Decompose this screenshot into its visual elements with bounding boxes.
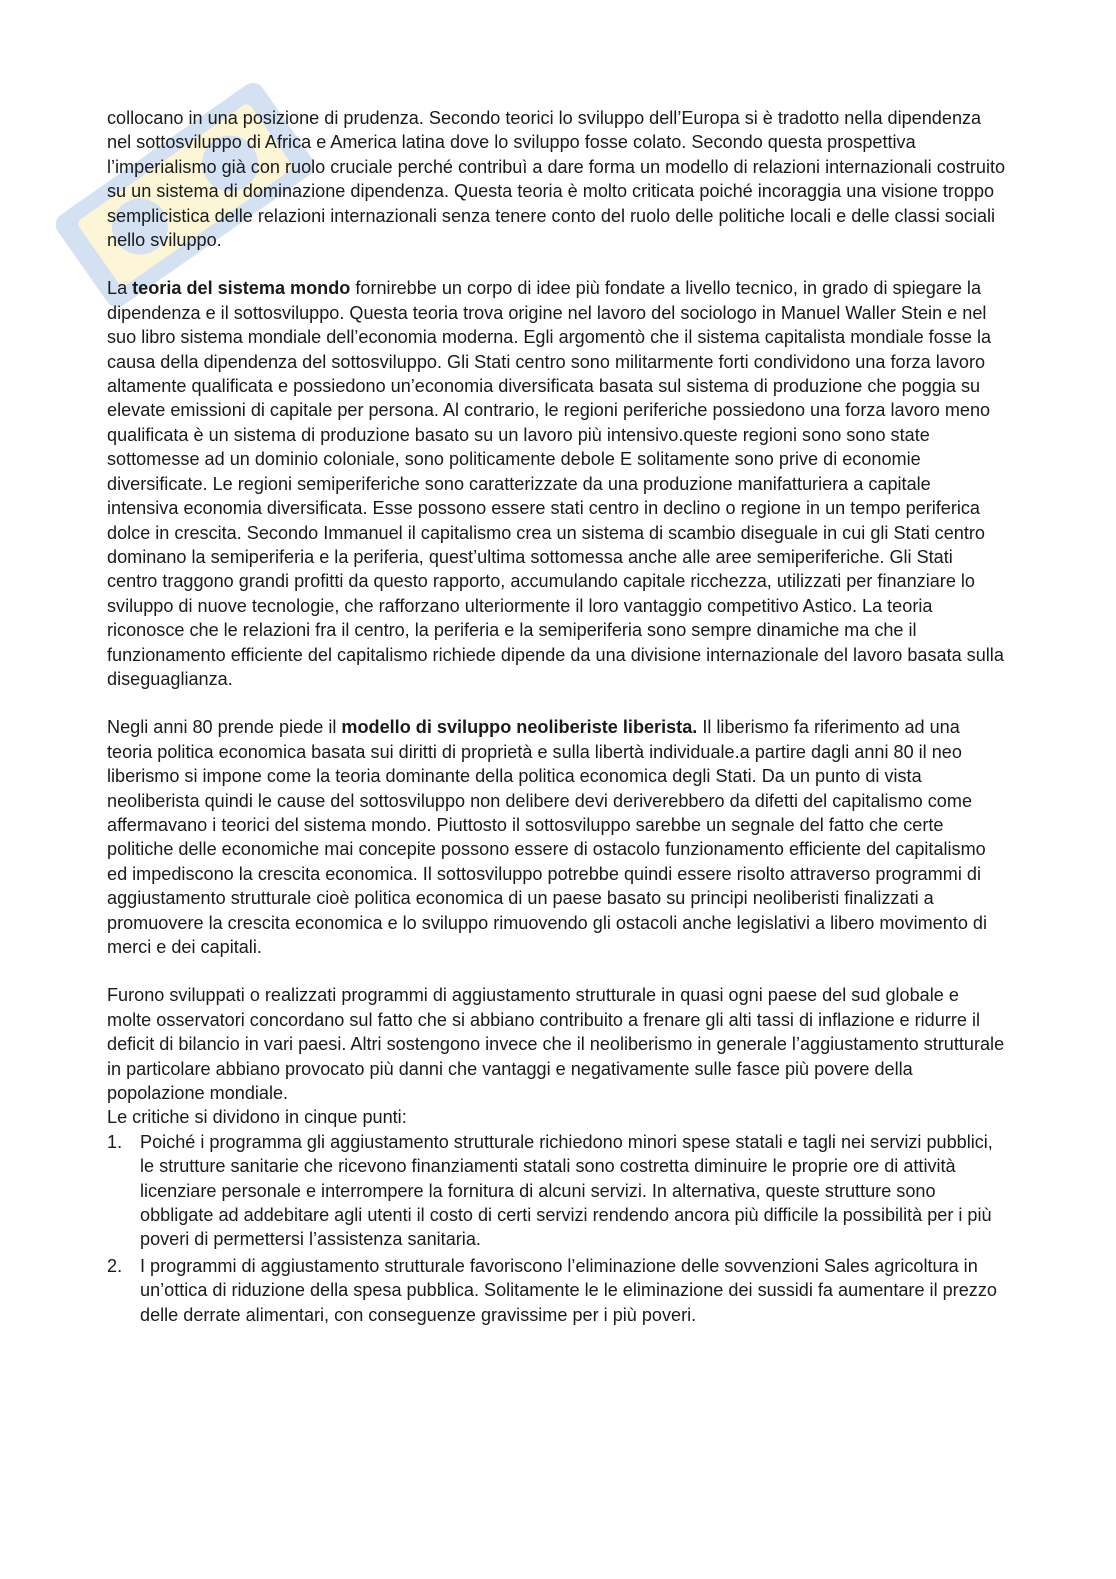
paragraph-sistema-mondo [107,276,1007,691]
paragraph-dipendenza: collocano in una posizione di prudenza. Secondo teorici lo sviluppo dell’Europa si è tradotto nella dipendenza nel sottosviluppo di Africa e America latina dove lo sviluppo fosse colato. Secondo questa prospettiva l’imperialismo già con ruolo cruciale perché contribuì a dare forma un modello di relazioni internazionali costruito su un sistema di dominazione dipendenza. Questa teoria è molto criticata poiché incoraggia una visione troppo semplicistica delle relazioni internazionali senza tenere conto del ruolo delle politiche locali e delle classi sociali nello sviluppo. [107,108,1006,251]
list-item-number: 1. [107,1131,123,1152]
heading-teoria-sistema-mondo: teoria del sistema mondo [132,278,351,299]
paragraph-aggiustamento: Furono sviluppati o realizzati programmi di aggiustamento strutturale in quasi ogni paese del sud globale e molte osservatori concordano sul fatto che si abbiano contribuito a frenare gli alti tassi di inflazione e ridurre il deficit di bilancio in vari paesi. Altri sostengono invece che il neoliberismo in generale l’aggiustamento strutturale in particolare abbiano provocato più danni che vantaggi e negativamente sulle fasce più povere della popolazione mondiale. [107,985,1005,1104]
paragraph-sistema-mondo-text: fornirebbe un corpo di idee più fondate a livello tecnico, in grado di spiegare la dipendenza e il sottosviluppo. Questa teoria trova origine nel lavoro del sociologo in Manuel Waller Stein e nel suo libro sistema mondiale dell’economia moderna. Egli argomentò che il sistema capitalista mondiale fosse la causa della dipendenza del sottosviluppo. Gli Stati centro sono militarmente forti condividono una forza lavoro altamente qualificata e possiedono un’economia diversificata basata sul sistema di produzione che poggia su elevate emissioni di capitale per persona. Al contrario, le regioni periferiche possiedono una forza lavoro meno qualificata è un sistema di produzione basato su un lavoro più intensivo.queste regioni sono sono state sottomesse ad un dominio coloniale, sono politicamente debole E solitamente sono prive di economie diversificate. Le regioni semiperiferiche sono caratterizzate da una produzione manifatturiera a capitale intensiva economia diversificata. Esse possono essere stati centro in declino o regione in un tempo periferica dolce in crescita. Secondo Immanuel il capitalismo crea un sistema di scambio diseguale in cui gli Stati centro dominano la semiperiferia e la periferia, quest’ultima sottomessa anche alle aree semiperiferiche. Gli Stati centro traggono grandi profitti da questo rapporto, accumulando capitale ricchezza, utilizzati per finanziare lo sviluppo di nuove tecnologie, che rafforzano ulteriormente il loro vantaggio competitivo Astico. La teoria riconosce che le relazioni fra il centro, la periferia e la semiperiferia sono sempre dinamiche ma che il funzionamento efficiente del capitalismo richiede dipende da una divisione internazionale del lavoro basata sulla diseguaglianza. [107,278,1004,689]
paragraph-sistema-mondo-intro: La [107,278,133,299]
list-item-text: Poiché i programma gli aggiustamento strutturale richiedono minori spese statali e tagli nei servizi pubblici, le strutture sanitarie che ricevono finanziamenti statali sono costretta diminuire le proprie ore di attività licenziare personale e interrompere la fornitura di alcuni servizi. In alternativa, queste strutture sono obbligate ad addebitare agli utenti il costo di certi servizi rendendo ancora più difficile la possibilità per i più poveri di permettersi l’assistenza sanitaria. [140,1131,993,1250]
list-item [107,1130,1007,1252]
critiche-list [107,1130,1007,1327]
paragraph-neoliberismo-text: Il liberismo fa riferimento ad una teoria politica economica basata sui diritti di proprietà e sulla libertà individuale.a partire dagli anni 80 il neo liberismo si impone come la teoria dominante della politica economica degli Stati. Da un punto di vista neoliberista quindi le cause del sottosviluppo non delibere devi deriverebbero da difetti del capitalismo come affermavano i teorici del sistema mondo. Piuttosto il sottosviluppo sarebbe un segnale del fatto che certe politiche delle economiche mai concepite possono essere di ostacolo funzionamento efficiente del capitalismo ed impediscono la crescita economica. Il sottosviluppo potrebbe quindi essere risolto attraverso programmi di aggiustamento strutturale cioè politica economica di un paese basato su principi neoliberisti finalizzati a promuovere la crescita economica e lo sviluppo rimuovendo gli ostacoli anche legislativi a libero movimento di merci e dei capitali. [107,717,987,957]
paragraph-neoliberismo [107,715,1007,959]
list-item-text: I programmi di aggiustamento strutturale favoriscono l’eliminazione delle sovvenzioni Sales agricoltura in un’ottica di riduzione della spesa pubblica. Solitamente le le eliminazione dei sussidi fa aumentare il prezzo delle derrate alimentari, con conseguenze gravissime per i più poveri. [140,1255,997,1325]
paragraph-neoliberismo-intro: Negli anni 80 prende piede il [107,717,342,738]
document-body [107,106,1007,1329]
paragraph-critiche-intro: Le critiche si dividono in cinque punti: [107,1107,407,1128]
heading-modello-neoliberista: modello di sviluppo neoliberiste liberista. [341,717,698,738]
list-item [107,1254,1007,1327]
list-item-number: 2. [107,1255,123,1276]
